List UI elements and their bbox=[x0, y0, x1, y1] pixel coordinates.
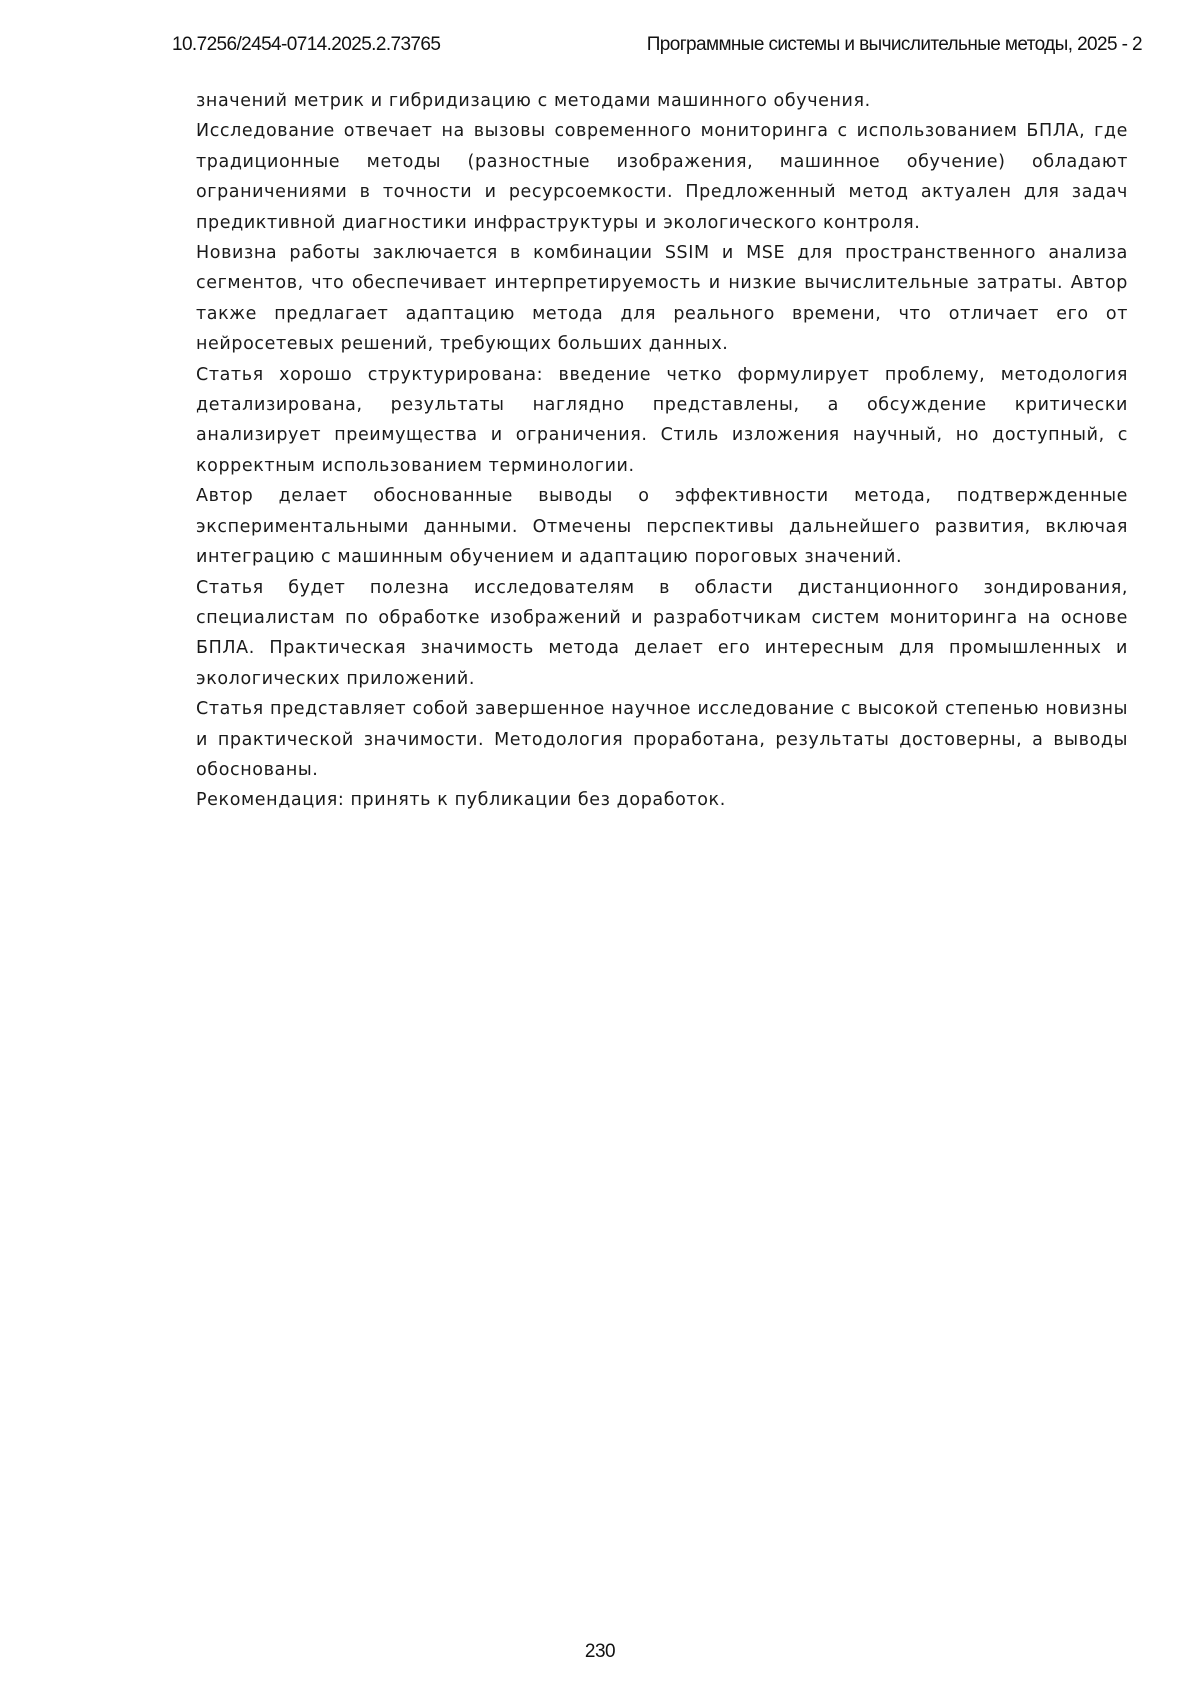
running-header bbox=[172, 34, 1142, 64]
journal-title: Программные системы и вычислительные методы, 2025 - 2 bbox=[646, 34, 1142, 55]
paragraph-recommendation: Рекомендация: принять к публикации без доработок. bbox=[196, 790, 726, 811]
paragraph-audience: Статья будет полезна исследователям в области дистанционного зондирования, специалистам по обработке изображений и разработчикам систем мониторинга на основе БПЛА. Практическая значимость метода делает его интересным для промышленных и экологических приложений. bbox=[196, 577, 1128, 689]
review-text bbox=[196, 86, 1128, 816]
paragraph-continuation: значений метрик и гибридизацию с методами машинного обучения. bbox=[196, 91, 871, 111]
paragraph-structure: Статья хорошо структурирована: введение четко формулирует проблему, методология детализирована, результаты наглядно представлены, а обсуждение критически анализирует преимущества и ограничения. Стиль изложения научный, но доступный, с корректным использованием терминологии. bbox=[196, 364, 1128, 476]
page-number: 230 bbox=[584, 1641, 616, 1662]
paragraph-relevance: Исследование отвечает на вызовы современного мониторинга с использованием БПЛА, где традиционные методы (разностные изображения, машинное обучение) обладают ограничениями в точности и ресурсоемкости. Предложенный метод актуален для задач предиктивной диагностики инфраструктуры и экологического контроля. bbox=[196, 121, 1128, 233]
doi-label: 10.7256/2454-0714.2025.2.73765 bbox=[172, 34, 441, 55]
paragraph-conclusions: Автор делает обоснованные выводы о эффективности метода, подтвержденные экспериментальными данными. Отмечены перспективы дальнейшего развития, включая интеграцию с машинным обучением и адаптацию пороговых значений. bbox=[196, 486, 1128, 568]
paragraph-novelty: Новизна работы заключается в комбинации SSIM и MSE для пространственного анализа сегментов, что обеспечивает интерпретируемость и низкие вычислительные затраты. Автор также предлагает адаптацию метода для реального времени, что отличает его от нейросетевых решений, требующих больших данных. bbox=[196, 243, 1128, 355]
paragraph-summary: Статья представляет собой завершенное научное исследование с высокой степенью новизны и практической значимости. Методология проработана, результаты достоверны, а выводы обоснованы. bbox=[196, 699, 1128, 780]
